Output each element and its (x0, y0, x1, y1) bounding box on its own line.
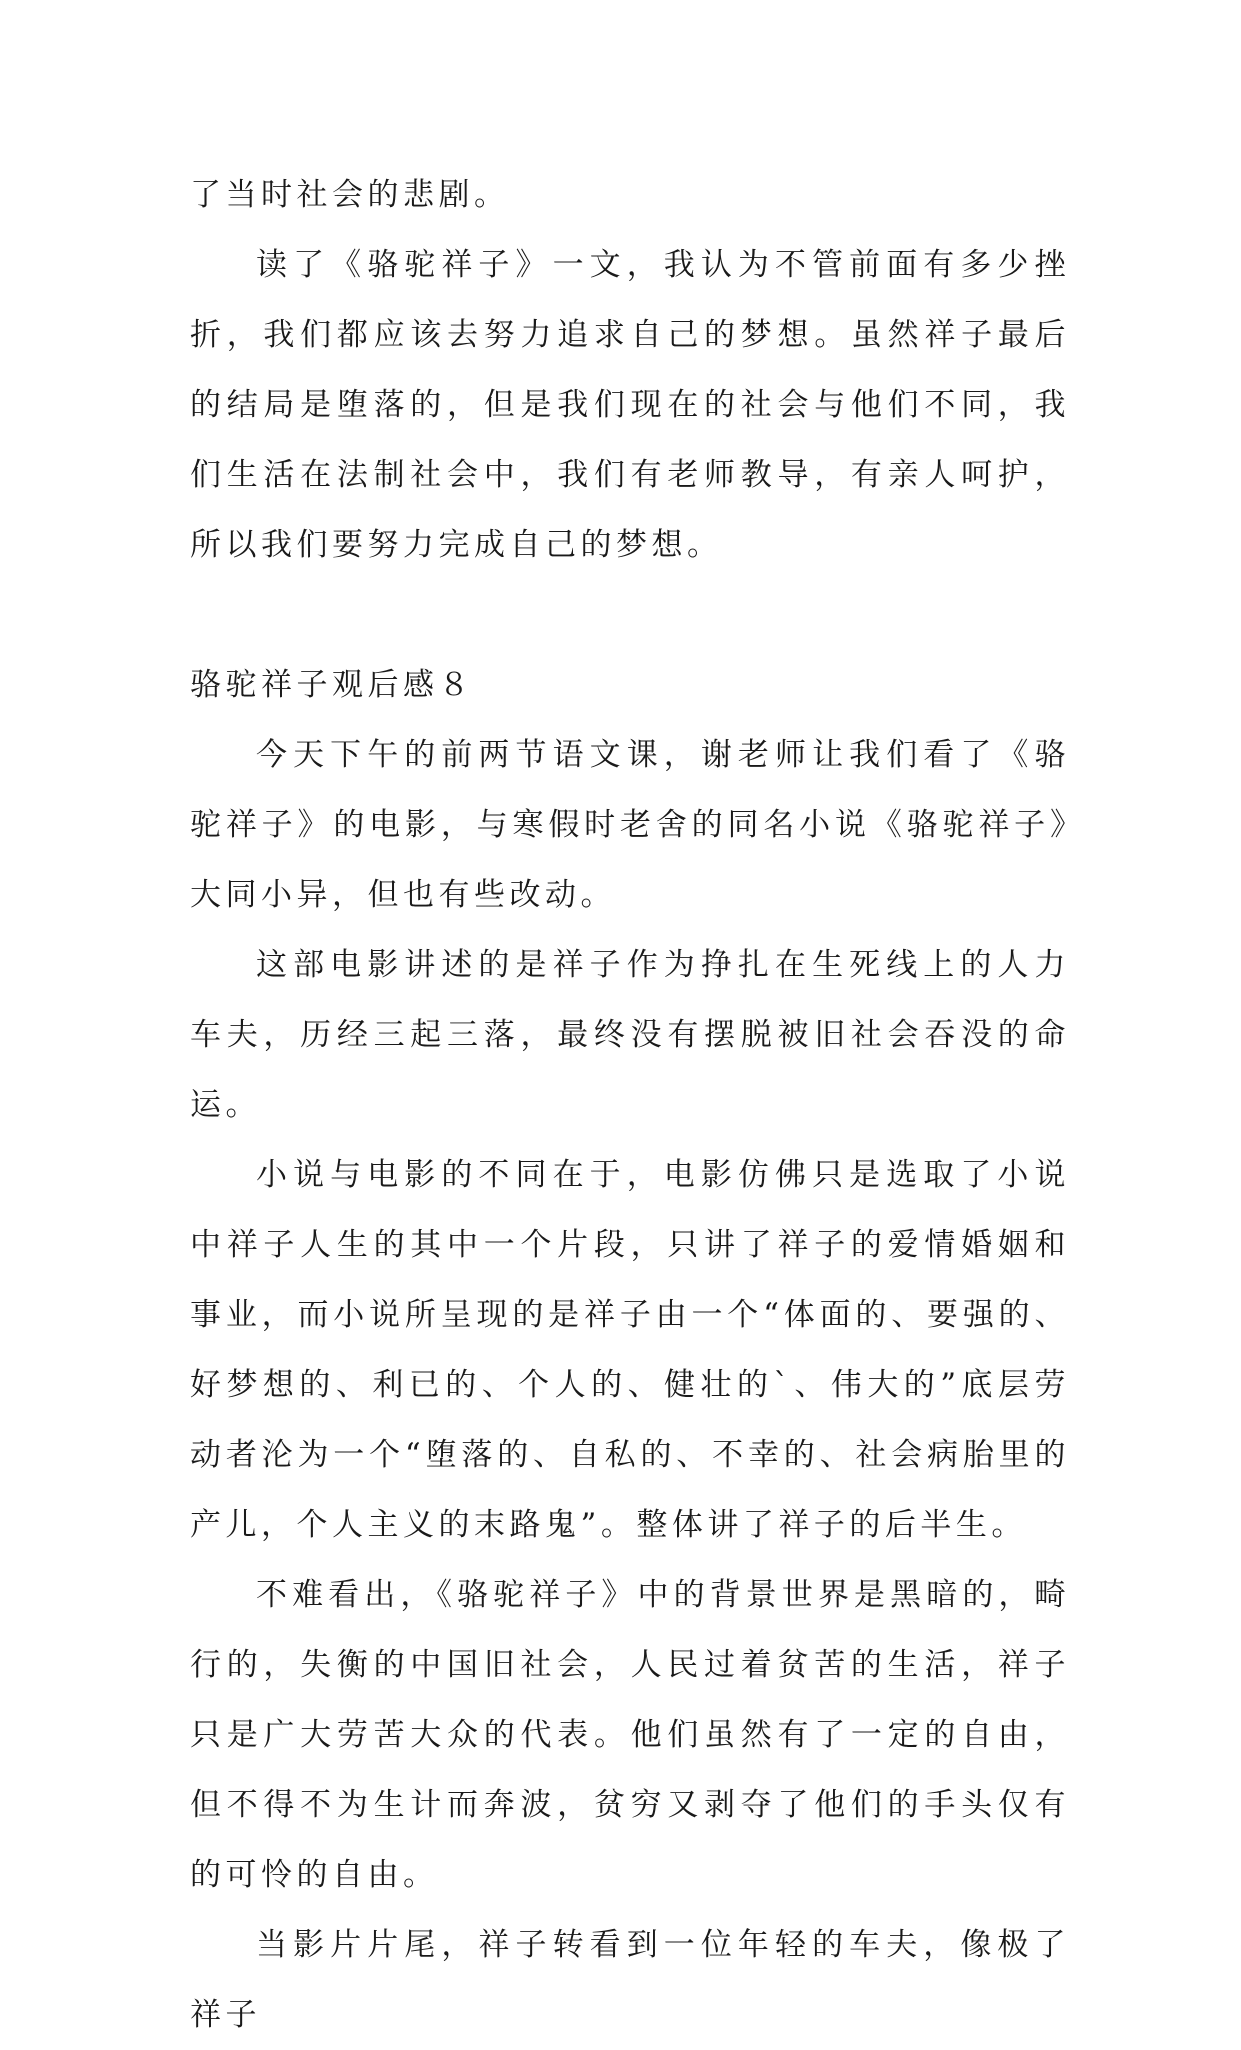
body-paragraph-3: 小说与电影的不同在于，电影仿佛只是选取了小说中祥子人生的其中一个片段，只讲了祥子的爱情婚姻和事业，而小说所呈现的是祥子由一个“体面的、要强的、好梦想的、利已的、个人的、健壮的`、伟大的”底层劳动者沦为一个“堕落的、自私的、不幸的、社会病胎里的产儿，个人主义的末路鬼”。整体讲了祥子的后半生。 (190, 1157, 1070, 1543)
body-paragraph-5: 当影片片尾，祥子转看到一位年轻的车夫，像极了祥子 (190, 1927, 1070, 2033)
body-paragraph-1: 今天下午的前两节语文课，谢老师让我们看了《骆驼祥子》的电影，与寒假时老舍的同名小说《骆驼祥子》大同小异，但也有些改动。 (190, 737, 1070, 913)
document-page (190, 160, 1070, 2050)
body-paragraph-4: 不难看出，《骆驼祥子》中的背景世界是黑暗的，畸行的，失衡的中国旧社会，人民过着贫苦的生活，祥子只是广大劳苦大众的代表。他们虽然有了一定的自由，但不得不为生计而奔波，贫穷又剥夺了他们的手头仅有的可怜的自由。 (190, 1577, 1070, 1893)
section-spacer (190, 580, 1070, 650)
continuation-paragraph: 了当时社会的悲剧。 (190, 177, 510, 213)
section-title: 骆驼祥子观后感８ (190, 667, 474, 703)
reflection-paragraph: 读了《骆驼祥子》一文，我认为不管前面有多少挫折，我们都应该去努力追求自己的梦想。虽然祥子最后的结局是堕落的，但是我们现在的社会与他们不同，我们生活在法制社会中，我们有老师教导，有亲人呵护，所以我们要努力完成自己的梦想。 (190, 247, 1070, 563)
body-paragraph-2: 这部电影讲述的是祥子作为挣扎在生死线上的人力车夫，历经三起三落，最终没有摆脱被旧社会吞没的命运。 (190, 947, 1070, 1123)
